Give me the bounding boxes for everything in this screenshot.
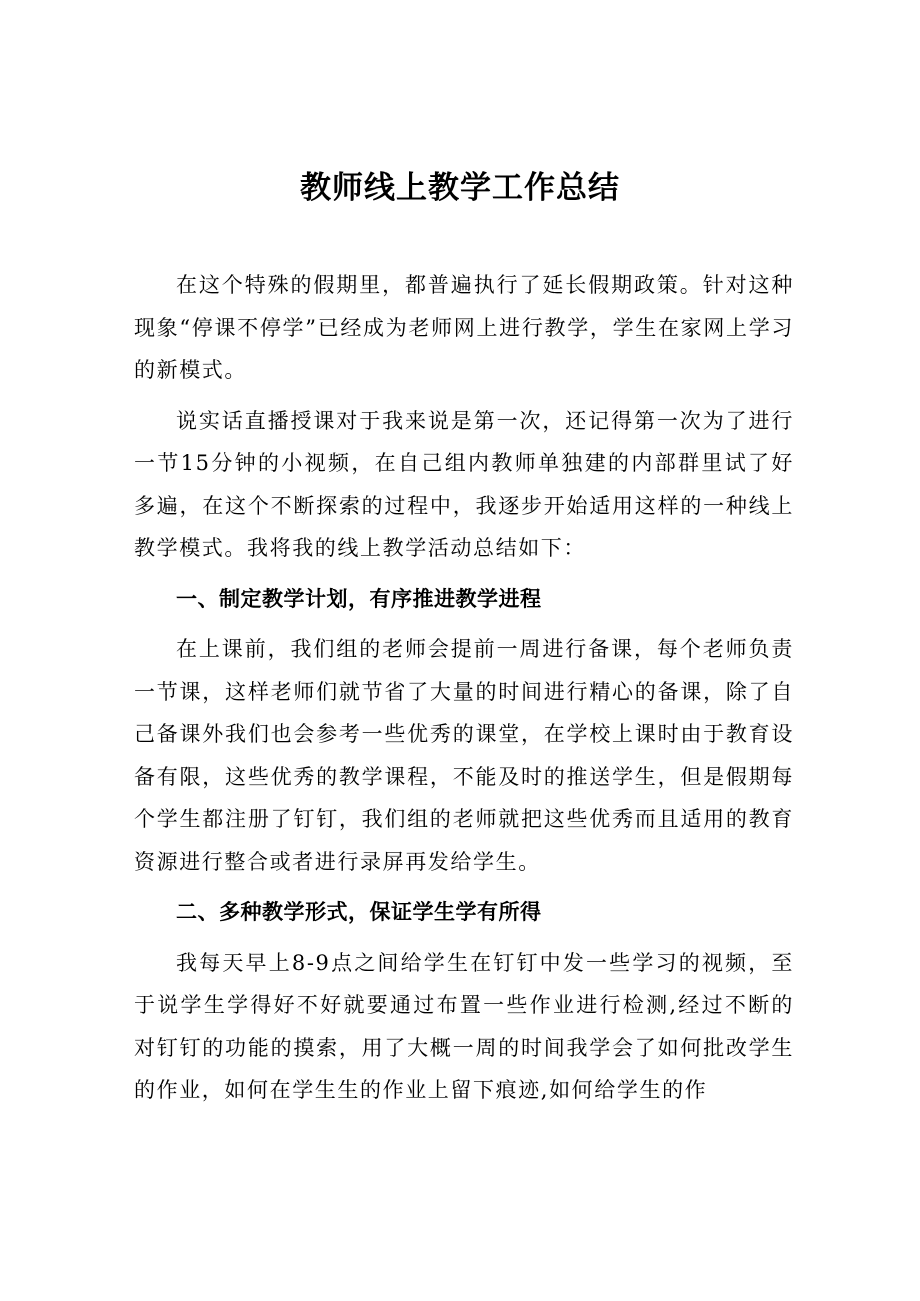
document-title: 教师线上教学工作总结 — [300, 170, 620, 206]
section-paragraph-2: 我每天早上8-9点之间给学生在钉钉中发一些学习的视频，至于说学生学得好不好就要通过布置一些作业进行检测,经过不断的对钉钉的功能的摸索，用了大概一周的时间我学会了如何批改学生的作业，如何在学生生的作业上留下痕迹,如何给学生的作 — [134, 950, 794, 1102]
experience-paragraph: 说实话直播授课对于我来说是第一次，还记得第一次为了进行一节15分钟的小视频，在自己组内教师单独建的内部群里试了好多遍，在这个不断探索的过程中，我逐步开始适用这样的一种线上教学模式。我将我的线上教学活动总结如下： — [134, 408, 794, 560]
section-heading-1: 一、制定教学计划，有序推进教学进程 — [176, 586, 542, 611]
document-body — [134, 264, 794, 1112]
section-paragraph-1: 在上课前，我们组的老师会提前一周进行备课，每个老师负责一节课，这样老师们就节省了大量的时间进行精心的备课，除了自己备课外我们也会参考一些优秀的课堂，在学校上课时由于教育设备有限，这些优秀的教学课程，不能及时的推送学生，但是假期每个学生都注册了钉钉，我们组的老师就把这些优秀而且适用的教育资源进行整合或者进行录屏再发给学生。 — [134, 637, 794, 874]
intro-paragraph: 在这个特殊的假期里，都普遍执行了延长假期政策。针对这种现象“停课不停学”已经成为老师网上进行教学，学生在家网上学习的新模式。 — [134, 273, 794, 382]
section-heading-2: 二、多种教学形式，保证学生学有所得 — [176, 900, 542, 924]
